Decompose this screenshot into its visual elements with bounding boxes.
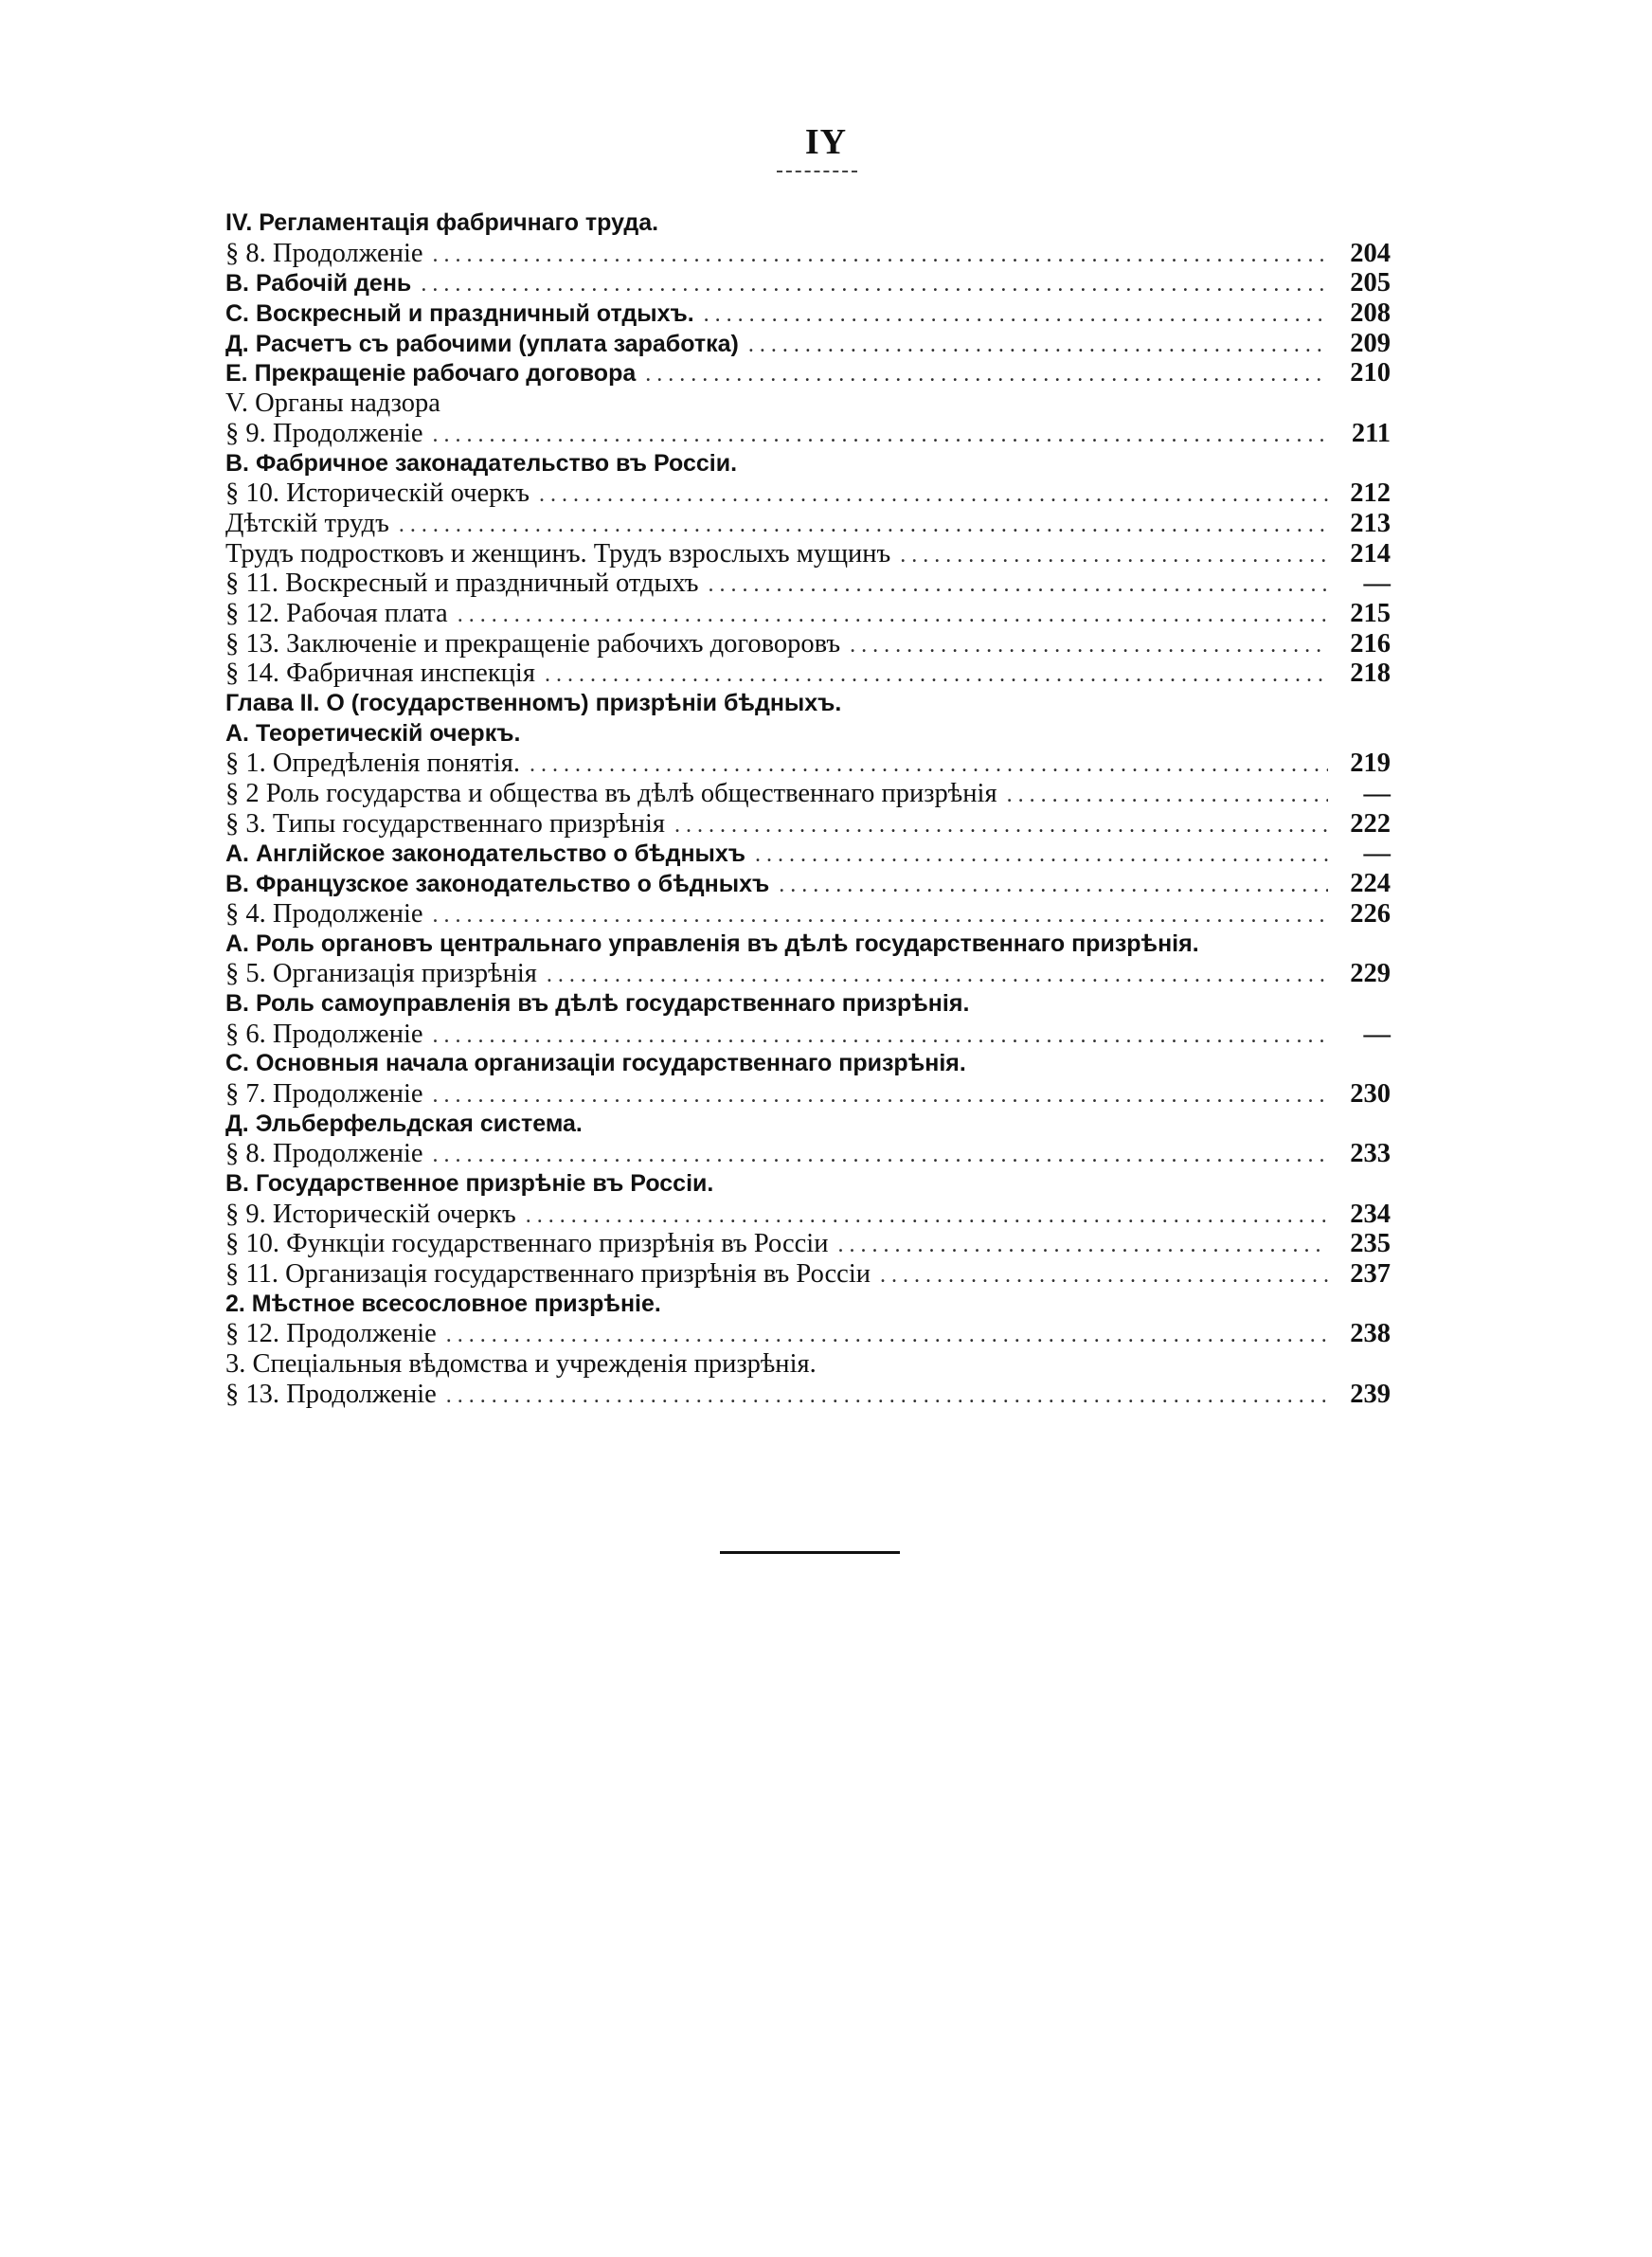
toc-heading: [225, 1169, 1391, 1200]
toc-entry-label: V. Органы надзора: [225, 388, 440, 419]
toc-entry: [225, 1259, 1391, 1290]
dot-leader: [446, 1381, 1328, 1412]
dot-leader: [446, 1321, 1328, 1351]
toc-entry-label: § 2 Роль государства и общества въ дѣлѣ общественнаго призрѣнія: [225, 779, 997, 809]
toc-entry-page: 230: [1350, 1078, 1391, 1109]
toc-entry-label: § 12. Рабочая плата: [225, 598, 448, 628]
page-number-underline: [777, 171, 857, 172]
toc-heading: [225, 388, 1391, 419]
toc-heading: [225, 930, 1391, 960]
toc-entry: [225, 569, 1391, 599]
toc-heading: [225, 719, 1391, 749]
dot-leader: [850, 631, 1328, 661]
toc-heading: [225, 208, 1391, 239]
toc-entry: [225, 1380, 1391, 1410]
toc-entry: [225, 239, 1391, 269]
toc-entry-label: § 12. Продолженіе: [225, 1319, 437, 1349]
toc-entry-label: 2. Мѣстное всесословное призрѣніе.: [225, 1290, 661, 1317]
toc-entry: [225, 869, 1391, 899]
dot-leader: [530, 750, 1328, 781]
toc-entry-label: § 8. Продолженіе: [225, 238, 423, 268]
toc-entry: [225, 478, 1391, 509]
toc-entry-label: § 10. Функціи государственнаго призрѣнія въ Россіи: [225, 1229, 829, 1259]
toc-entry: [225, 1229, 1391, 1259]
toc-entry-page: 238: [1350, 1319, 1391, 1349]
toc-entry-page: 224: [1350, 869, 1391, 899]
toc-entry-page: 226: [1350, 898, 1391, 929]
toc-entry-page: 215: [1350, 598, 1391, 628]
toc-entry: [225, 899, 1391, 930]
toc-entry-page: 239: [1350, 1379, 1391, 1409]
toc-entry-page: 205: [1350, 268, 1391, 298]
toc-entry-page: 235: [1350, 1229, 1391, 1259]
dot-leader: [526, 1201, 1328, 1232]
toc-entry-page: 214: [1350, 538, 1391, 569]
toc-entry: [225, 509, 1391, 539]
toc-entry-label: В. Французское законодательство о бѣдныхъ: [225, 871, 770, 898]
toc-entry-page: 216: [1350, 628, 1391, 659]
toc-entry: [225, 539, 1391, 569]
dot-leader: [433, 901, 1328, 931]
toc-entry-label: § 4. Продолженіе: [225, 898, 423, 929]
toc-entry-label: § 13. Заключеніе и прекращеніе рабочихъ договоровъ: [225, 628, 841, 659]
toc-entry-page: 237: [1350, 1259, 1391, 1290]
toc-entry: [225, 599, 1391, 629]
dot-leader: [433, 241, 1328, 271]
toc-entry: [225, 749, 1391, 779]
toc-entry-page: 208: [1350, 298, 1391, 329]
toc-entry-page: 213: [1350, 508, 1391, 538]
toc-entry-label: В. Фабричное законадательство въ Россіи.: [225, 449, 738, 477]
dot-leader: [545, 660, 1328, 691]
toc-entry-page: —: [1363, 779, 1391, 809]
dot-leader: [837, 1231, 1328, 1261]
dot-leader: [433, 421, 1328, 451]
toc-entry: [225, 1079, 1391, 1110]
dot-leader: [880, 1261, 1328, 1291]
toc-heading: [225, 689, 1391, 719]
toc-entry-label: § 1. Опредѣленія понятія.: [225, 749, 520, 779]
toc-entry-page: 210: [1350, 358, 1391, 388]
dot-leader: [645, 360, 1328, 390]
toc-entry: [225, 329, 1391, 359]
toc-entry: [225, 1139, 1391, 1169]
toc-entry-page: 211: [1351, 418, 1391, 448]
toc-entry-label: § 3. Типы государственнаго призрѣнія: [225, 808, 665, 839]
toc-entry: [225, 779, 1391, 809]
toc-entry-page: —: [1363, 1019, 1391, 1049]
toc-entry: [225, 839, 1391, 869]
toc-heading: [225, 449, 1391, 479]
dot-leader: [755, 840, 1328, 871]
dot-leader: [900, 541, 1328, 571]
toc-entry-label: Дѣтскій трудъ: [225, 508, 389, 538]
toc-entry: [225, 959, 1391, 989]
dot-leader: [433, 1081, 1328, 1111]
dot-leader: [704, 300, 1328, 331]
toc-heading: [225, 989, 1391, 1020]
dot-leader: [399, 511, 1328, 541]
toc-entry-label: В. Государственное призрѣніе въ Россіи.: [225, 1170, 714, 1197]
toc-entry-label: § 14. Фабричная инспекція: [225, 659, 535, 689]
toc-entry-label: § 9. Продолженіе: [225, 418, 423, 448]
toc-entry-page: 204: [1350, 238, 1391, 268]
toc-heading: [225, 1290, 1391, 1320]
toc-entry-page: 209: [1350, 328, 1391, 358]
toc-entry: [225, 1200, 1391, 1230]
toc-entry-label: § 11. Воскресный и праздничный отдыхъ: [225, 569, 699, 599]
toc-entry-page: 233: [1350, 1139, 1391, 1169]
toc-entry-label: IV. Регламентація фабричнаго труда.: [225, 209, 659, 236]
dot-leader: [433, 1021, 1328, 1052]
toc-entry-label: § 5. Организація призрѣнія: [225, 959, 537, 989]
toc-entry: [225, 1319, 1391, 1349]
toc-heading: [225, 1110, 1391, 1140]
dot-leader: [674, 811, 1328, 841]
toc-entry-page: 234: [1350, 1199, 1391, 1229]
end-rule-divider: [720, 1551, 900, 1554]
toc-entry: [225, 298, 1391, 329]
toc-entry-label: А. Теоретическій очеркъ.: [225, 719, 521, 747]
toc-entry-page: —: [1363, 839, 1391, 869]
toc-entry-label: С. Воскресный и праздничный отдыхъ.: [225, 300, 694, 328]
toc-entry-label: А. Роль органовъ центральнаго управленія въ дѣлѣ государственнаго призрѣнія.: [225, 930, 1199, 957]
toc-entry: [225, 419, 1391, 449]
toc-entry-label: § 13. Продолженіе: [225, 1379, 437, 1409]
toc-entry: [225, 809, 1391, 840]
toc-entry-label: А. Англійское законодательство о бѣдныхъ: [225, 840, 746, 868]
dot-leader: [547, 961, 1328, 991]
toc-entry-page: 229: [1350, 959, 1391, 989]
toc-entry-label: § 8. Продолженіе: [225, 1139, 423, 1169]
toc-entry: [225, 629, 1391, 659]
dot-leader: [708, 570, 1328, 601]
dot-leader: [539, 480, 1328, 511]
toc-entry-page: 219: [1350, 749, 1391, 779]
page-number: IY: [804, 122, 848, 162]
toc-entry-label: Е. Прекращеніе рабочаго договора: [225, 360, 637, 388]
toc-entry-page: —: [1363, 569, 1391, 599]
toc-entry-label: Глава II. О (государственномъ) призрѣніи бѣдныхъ.: [225, 690, 842, 716]
dot-leader: [1007, 781, 1328, 811]
dot-leader: [458, 601, 1328, 631]
toc-entry-label: § 11. Организація государственнаго призрѣнія въ Россіи: [225, 1259, 871, 1290]
toc-entry-label: В. Роль самоуправленія въ дѣлѣ государственнаго призрѣнія.: [225, 989, 970, 1017]
toc-entry: [225, 358, 1391, 388]
dot-leader: [433, 1141, 1328, 1171]
toc-entry-label: § 7. Продолженіе: [225, 1078, 423, 1109]
toc-entry-page: 222: [1350, 808, 1391, 839]
toc-entry-label: 3. Спеціальныя вѣдомства и учрежденія призрѣнія.: [225, 1349, 817, 1380]
toc-heading: [225, 1349, 1391, 1380]
toc-entry-label: § 9. Историческій очеркъ: [225, 1199, 516, 1229]
toc-entry-label: § 10. Историческій очеркъ: [225, 478, 530, 509]
toc-entry-label: § 6. Продолженіе: [225, 1019, 423, 1049]
toc-entry-label: С. Основныя начала организаціи государственнаго призрѣнія.: [225, 1050, 966, 1077]
table-of-contents: [225, 208, 1391, 1410]
toc-heading: [225, 1049, 1391, 1079]
toc-entry-label: В. Рабочій день: [225, 270, 412, 298]
toc-entry: [225, 659, 1391, 689]
toc-entry-label: Д. Расчетъ съ рабочими (уплата заработка): [225, 330, 739, 357]
dot-leader: [421, 270, 1328, 300]
toc-entry-label: Д. Эльберфельдская система.: [225, 1110, 583, 1137]
toc-entry: [225, 268, 1391, 298]
toc-entry: [225, 1020, 1391, 1050]
toc-entry-label: Трудъ подростковъ и женщинъ. Трудъ взрослыхъ мущинъ: [225, 538, 891, 569]
dot-leader: [779, 871, 1328, 901]
dot-leader: [748, 331, 1328, 361]
toc-entry-page: 212: [1350, 478, 1391, 509]
toc-entry-page: 218: [1350, 659, 1391, 689]
